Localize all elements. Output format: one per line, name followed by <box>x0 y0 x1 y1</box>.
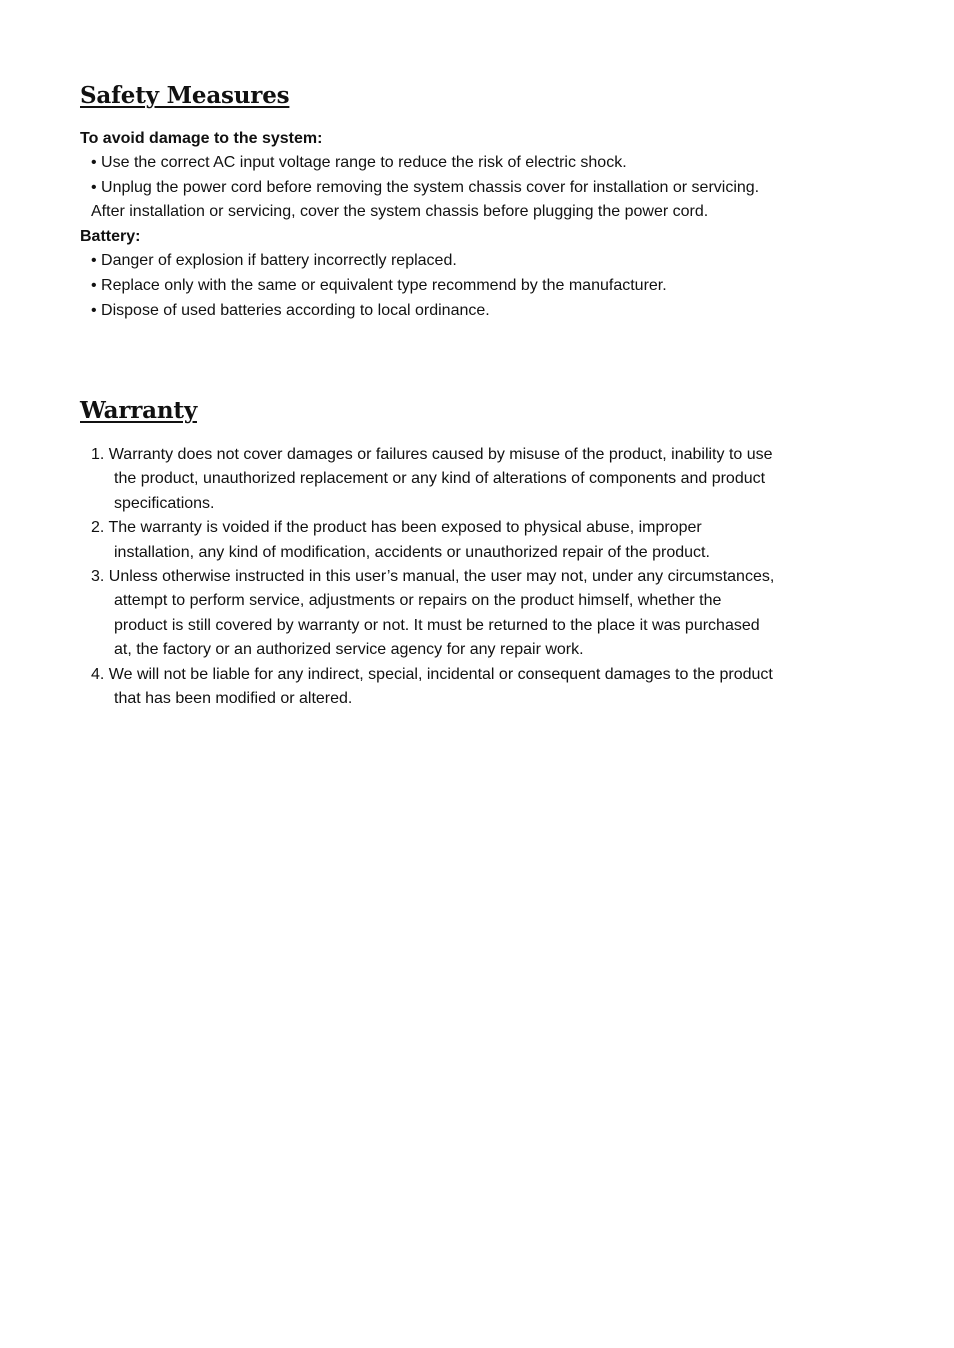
system-item-1: • Use the correct AC input voltage range to reduce the risk of electric shock. <box>91 154 627 171</box>
warranty-item-1-line-2: the product, unauthorized replacement or any kind of alterations of components and product <box>114 470 766 487</box>
battery-item-2: • Replace only with the same or equivalent type recommend by the manufacturer. <box>91 277 667 294</box>
system-subtitle: To avoid damage to the system: <box>80 130 323 147</box>
warranty-item-1-line-1: 1. Warranty does not cover damages or failures caused by misuse of the product, inability to use <box>91 446 773 463</box>
warranty-item-4-line-1: 4. We will not be liable for any indirect, special, incidental or consequent damages to the product <box>91 666 773 683</box>
warranty-item-2-line-2: installation, any kind of modification, accidents or unauthorized repair of the product. <box>114 544 710 561</box>
battery-item-3: • Dispose of used batteries according to local ordinance. <box>91 302 490 319</box>
warranty-item-3-line-4: at, the factory or an authorized service agency for any repair work. <box>114 641 584 658</box>
battery-subtitle: Battery: <box>80 228 141 245</box>
battery-item-1: • Danger of explosion if battery incorrectly replaced. <box>91 252 457 269</box>
warranty-item-3-line-2: attempt to perform service, adjustments or repairs on the product himself, whether the <box>114 592 722 609</box>
warranty-item-4-line-2: that has been modified or altered. <box>114 690 353 707</box>
warranty-item-3-line-3: product is still covered by warranty or not. It must be returned to the place it was purchased <box>114 617 760 634</box>
safety-measures-heading: Safety Measures <box>80 82 290 109</box>
system-item-2-continuation: After installation or servicing, cover the system chassis before plugging the power cord. <box>91 203 709 220</box>
warranty-heading: Warranty <box>80 397 197 424</box>
warranty-item-2-line-1: 2. The warranty is voided if the product has been exposed to physical abuse, improper <box>91 519 702 536</box>
system-item-2: • Unplug the power cord before removing the system chassis cover for installation or servicing. <box>91 179 760 196</box>
warranty-item-1-line-3: specifications. <box>114 495 215 512</box>
warranty-item-3-line-1: 3. Unless otherwise instructed in this user’s manual, the user may not, under any circumstances, <box>91 568 775 585</box>
